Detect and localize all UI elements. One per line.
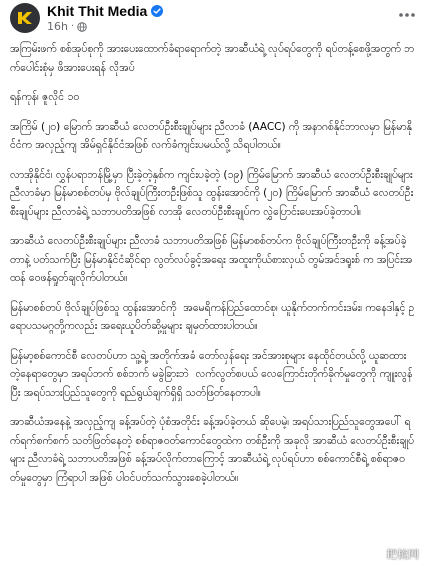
post-paragraph: အာဆီယံအနေနဲ့ အလှည့်ကျ ခန့်အပ်တဲ့ ပုံစံအတိုင်း ခန့်အပ်ခဲ့တယ် ဆိုပေမဲ့၊ အရပ်သားပြည်သူတွေအပေါ် ရက်ရက်စက်စက် သတ်ဖြတ်နေတဲ့ စစ်ရာဇဝတ်ကောင်တွေထဲက တစ်ဦးကို အခုလို အာဆီယံ လေတပ်ဦးစီးချုပ်များ ညီလာခံရဲ့ သဘာပတိအဖြစ် ခန့်အပ်လိုက်တာကြောင့် အာဆီယံရဲ့ လုပ်ရပ်ဟာ စစ်ကောင်စီရဲ့ စစ်ရာဇဝတ်မှုတွေမှာ ကြံရာပါ အဖြစ် ပါဝင်ပတ်သက်သွားစေခဲ့ပါတယ်။ <box>10 416 415 484</box>
post-headline: အကြမ်းဖက် စစ်အုပ်စုကို အားပေးထောက်ခံရာရောက်တဲ့ အာဆီယံရဲ့ လုပ်ရပ်တွေကို ရပ်တန့်စေဖို့အတွက် ဘက်ပေါင်းစုံမှ ဖိအားပေးရန် လိုအပ် <box>10 43 415 74</box>
post-timestamp[interactable]: 16h <box>47 20 68 33</box>
post-paragraph: မြန်မာ့စစ်ကောင်စီ လေတပ်ဟာ သူ့ရဲ့ အတိုက်အခံ တော်လှန်ရေး အင်အားစုများ နေထိုင်တယ်လို့ ယူဆထားတဲ့နေရာတွေမှာ အရပ်ဘက် စစ်ဘက် မခွဲခြားဘဲ လက်လွတ်စပယ် လေကြောင်းတိုက်ခိုက်မှုတွေကို ကျူးလွန်ပြီး အရပ်သားပြည်သူတွေကို ရည်ရွယ်ချက်ရှိရှိ သတ်ဖြတ်နေတာပါ။ <box>10 349 413 399</box>
post-body <box>10 40 415 560</box>
page-name-row <box>47 3 163 19</box>
khit-thit-logo-icon <box>13 6 37 30</box>
post-paragraph: မြန်မာစစ်တပ် ဗိုလ်ချုပ်ဖြစ်သူ ထွန်းအောင်ကို အမေရိကန်ပြည်ထောင်စု၊ ယူနိုက်တက်ကင်းဒမ်း၊ ကနေဒါနှင့် ဥရောပသမဂ္ဂတို့ကလည်း အရေးယူပိတ်ဆို့မှုများ ချမှတ်ထားပါတယ်။ <box>10 301 415 332</box>
post-paragraph: အာဆီယံ လေတပ်ဦးစီးချုပ်များ ညီလာခံ သဘာပတိအဖြစ် မြန်မာစစ်တပ်က ဗိုလ်ချုပ်ကြီးတဦးကို ခန့်အပ်ခဲ့တာနဲ့ ပတ်သက်ပြီး မြန်မာနိုင်ငံဆိုင်ရာ လွတ်လပ်ခွင့်အရေး အထူးကိုယ်စားလှယ် တွမ်အင်ဒရူးစ် က အပြင်းအထန် ဝေဖန်ရှုတ်ချလိုက်ပါတယ်။ <box>10 235 413 284</box>
page-name[interactable]: Khit Thit Media <box>47 3 148 19</box>
post-paragraph: အကြိမ် (၂၀) မြောက် အာဆီယံ လေတပ်ဦးစီးချုပ်များ ညီလာခံ (AACC) ကို အနာဂစ်နိုင်ဘာလမှာ မြန်မာနိုင်ငံက အလှည့်ကျ အိမ်ရှင်နိုင်ငံအဖြစ် လက်ခံကျင်းပမယ်လို့ သိရပါတယ်။ <box>10 120 412 151</box>
meta-separator: · <box>70 21 75 32</box>
page-avatar[interactable] <box>10 3 40 33</box>
watermark-text: 耙梳网 <box>386 548 419 561</box>
post-header <box>0 0 425 38</box>
watermark-logo-icon <box>367 546 383 562</box>
post-dateline: ရန်ကုန်၊ ဇူလိုင် ၁၀ <box>10 91 80 103</box>
globe-icon <box>77 22 87 32</box>
more-options-icon[interactable] <box>397 8 417 22</box>
post-paragraph: လာအိုနိုင်ငံ၊ လွှန်ပရာဘန်မြို့မှာ ပြီးခဲ့တဲ့နှစ်က ကျင်းပခဲ့တဲ့ (၁၉) ကြိမ်မြောက် အာဆီယံ လေတပ်ဦးစီးချုပ်များ ညီလာခံမှာ မြန်မာစစ်တပ်မှ ဗိုလ်ချုပ်ကြီးတဦးဖြစ်သူ ထွန်းအောင်ကို (၂၀) ကြိမ်မြောက် အာဆီယံ လေတပ်ဦးစီးချုပ်များ ညီလာခံရဲ့ သဘာပတိအဖြစ် လာအို လေတပ်ဦးစီးချုပ်က လွှဲပြောင်းပေးအပ်ခဲ့တာပါ။ <box>10 168 416 218</box>
verified-badge-icon <box>151 5 163 17</box>
post-meta <box>47 21 87 33</box>
watermark <box>367 546 419 562</box>
